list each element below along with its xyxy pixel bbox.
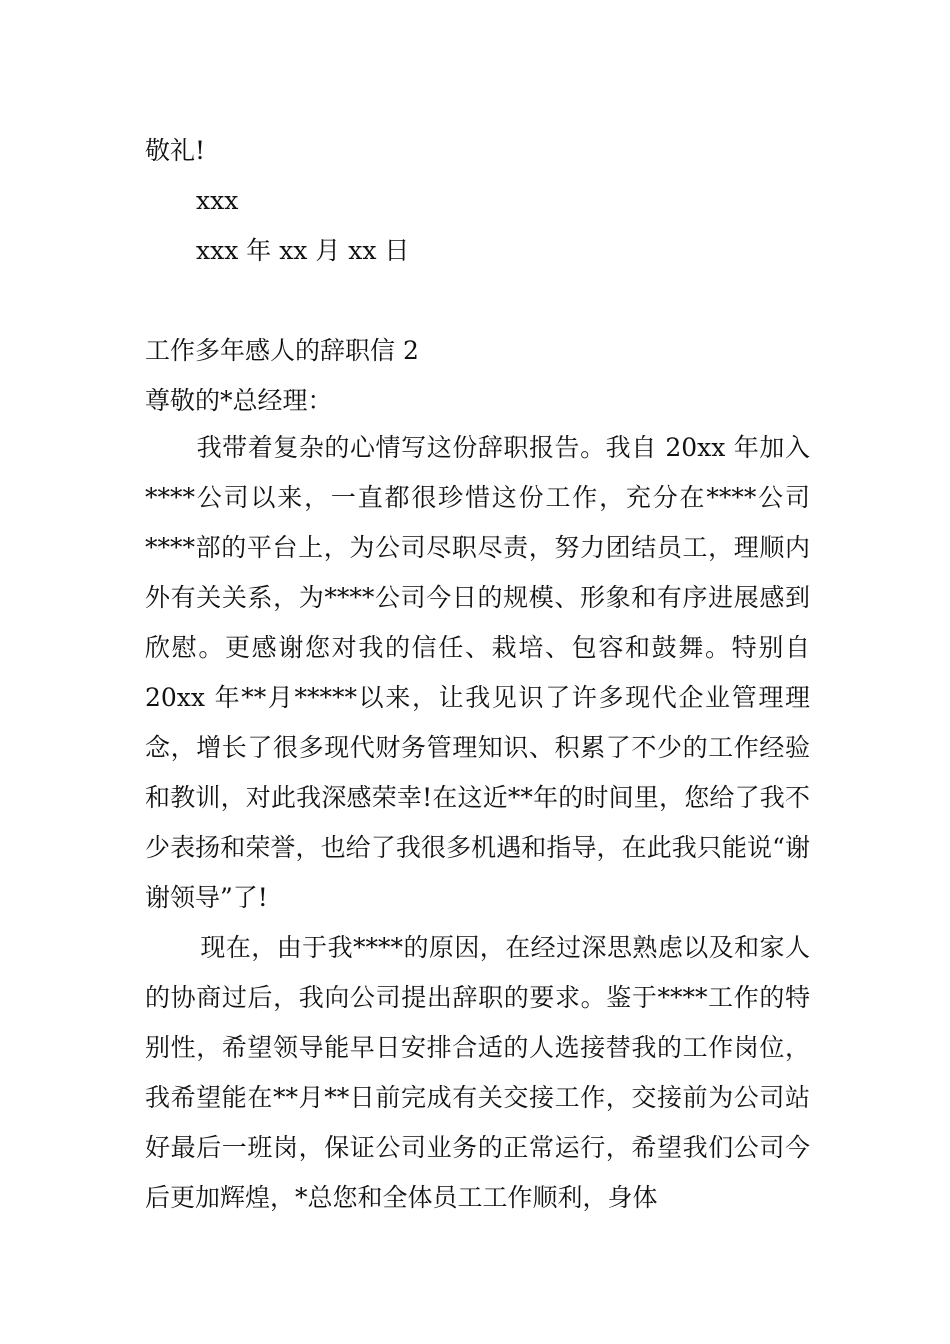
letter-title: 工作多年感人的辞职信 2 [145, 336, 419, 365]
closing-line: 敬礼! [145, 136, 206, 165]
signature-date: xxx 年 xx 月 xx 日 [196, 236, 410, 265]
paragraph-2-text: 现在，由于我****的原因，在经过深思熟虑以及和家人的协商过后，我向公司提出辞职的要求。鉴于****工作的特别性，希望领导能早日安排合适的人选接替我的工作岗位，我希望能在**月**日前完成有关交接工作，交接前为公司站好最后一班岗，保证公司业务的正常运行，希望我们公司今后更加辉煌，*总您和全体员工工作顺利，身体 [145, 933, 810, 1212]
letter-paragraph-2 [145, 923, 810, 1223]
signature-name: xxx [196, 186, 239, 215]
letter-salutation: 尊敬的*总经理： [145, 386, 333, 415]
paragraph-1-text: 我带着复杂的心情写这份辞职报告。我自 20xx 年加入****公司以来，一直都很珍惜这份工作，充分在****公司****部的平台上，为公司尽职尽责，努力团结员工，理顺内外有关关系，为****公司今日的规模、形象和有序进展感到欣慰。更感谢您对我的信任、栽培、包容和鼓舞。特别自 20xx 年**月*****以来，让我见识了许多现代企业管理理念，增长了很多现代财务管理知识、积累了不少的工作经验和教训，对此我深感荣幸!在这近**年的时间里，您给了我不少表扬和荣誉，也给了我很多机遇和指导，在此我只能说“谢谢领导”了! [145, 433, 810, 912]
letter-paragraph-1 [145, 423, 810, 923]
